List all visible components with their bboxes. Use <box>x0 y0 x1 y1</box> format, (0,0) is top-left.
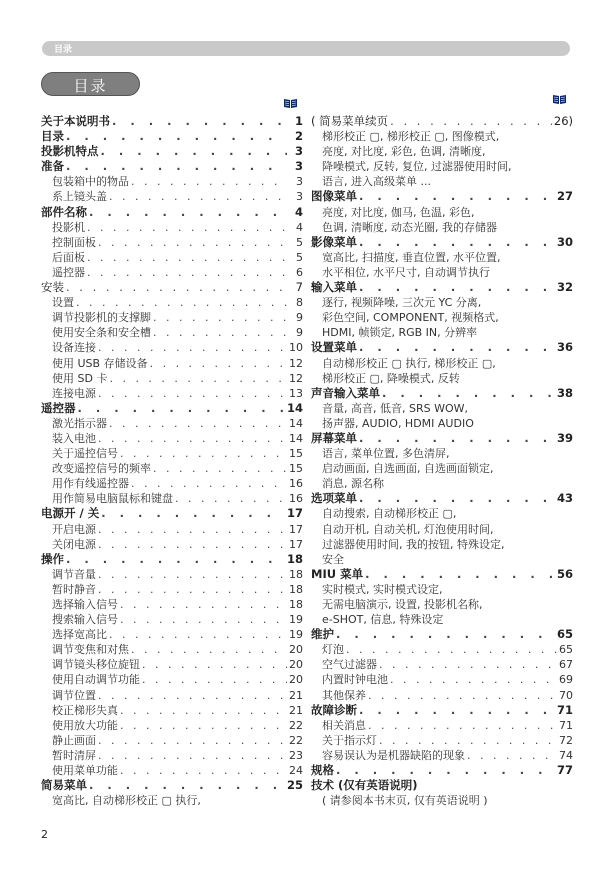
toc-description-line: 水平相位, 水平尺寸, 自动调节执行 <box>322 265 490 279</box>
toc-entry-page-number: 3 <box>294 159 303 174</box>
toc-entry-label: 选择输入信号 <box>52 598 118 611</box>
toc-entry-label: 用作有线遥控器 <box>52 477 129 491</box>
toc-entry-label: 调节变焦和对焦 <box>52 643 129 657</box>
toc-entry-heading[interactable] <box>41 401 303 416</box>
toc-entry-page-number: 12 <box>289 356 303 370</box>
toc-entry-page-number: 65 <box>559 643 573 657</box>
dot-leader <box>336 763 555 778</box>
dot-leader <box>359 189 555 204</box>
toc-entry-page-number: 17 <box>289 522 303 536</box>
toc-entry-label: 内置时钟电池 <box>322 673 388 687</box>
toc-entry-page-number: 27 <box>556 189 573 204</box>
dot-leader <box>87 265 287 280</box>
toc-entry-heading[interactable] <box>311 235 573 250</box>
toc-entry-page-number: 23 <box>289 748 303 762</box>
toc-entry-subitem[interactable] <box>41 688 303 703</box>
dot-leader <box>142 657 287 672</box>
toc-entry-page-number: 18 <box>289 598 303 611</box>
dot-leader <box>120 612 287 627</box>
toc-description-line: HDMI, 帧锁定, RGB IN, 分辨率 <box>322 326 478 340</box>
toc-description-line: 自动搜索, 自动梯形校正 ▢, <box>322 507 457 521</box>
toc-entry-label: 其他保养 <box>322 688 366 702</box>
toc-entry-label: 简易菜单 <box>41 778 87 793</box>
toc-entry-label: 设备连接 <box>52 341 96 355</box>
dot-leader <box>66 280 287 295</box>
toc-entry-subitem[interactable] <box>41 476 303 491</box>
toc-entry-heading[interactable] <box>311 763 573 778</box>
toc-description-line: 扬声器, AUDIO, HDMI AUDIO <box>322 416 474 430</box>
toc-entry-label: 遥控器 <box>52 265 85 279</box>
toc-entry-label: 投影机 <box>52 220 85 234</box>
toc-entry-page-number: 7 <box>295 280 303 295</box>
toc-entry-label: 关闭电源 <box>52 537 96 551</box>
dot-leader <box>120 446 287 461</box>
page-title: 目录 <box>73 77 108 95</box>
toc-entry-label: 激光指示器 <box>52 416 107 430</box>
toc-entry-page-number: 69 <box>559 673 573 687</box>
toc-entry-page-number: 4 <box>296 220 303 234</box>
toc-entry-heading[interactable] <box>41 129 303 144</box>
toc-entry-page-number: 2 <box>294 129 303 144</box>
toc-entry-label: 技术 (仅有英语说明) <box>311 778 418 793</box>
toc-description-line: 彩色空间, COMPONENT, 视频格式, <box>322 311 499 325</box>
toc-entry-heading[interactable] <box>41 552 303 567</box>
toc-entry-page-number: 19 <box>289 613 303 627</box>
toc-entry-label: 搜索输入信号 <box>52 613 118 627</box>
dot-leader <box>112 114 287 129</box>
toc-entry-label: 操作 <box>41 551 64 566</box>
dot-leader <box>131 174 287 189</box>
dot-leader <box>336 627 555 642</box>
toc-entry-page-number: 10 <box>289 341 303 355</box>
toc-entry-page-number: 56 <box>556 566 573 581</box>
dot-leader <box>109 189 287 204</box>
dot-leader <box>98 522 287 537</box>
toc-entry-subitem[interactable] <box>311 733 573 748</box>
section-header-label: 目录 <box>54 45 73 55</box>
toc-entry-page-number: 12 <box>289 371 303 385</box>
toc-entry-page-number: 22 <box>289 718 303 732</box>
toc-entry-page-number: 74 <box>559 748 573 762</box>
toc-entry-page-number: 3 <box>296 190 303 204</box>
toc-entry-page-number: 18 <box>289 582 303 596</box>
toc-entry-page-number: 15 <box>289 462 303 476</box>
toc-entry-page-number: 71 <box>559 718 573 732</box>
toc-entry-subitem[interactable] <box>41 174 303 189</box>
toc-entry-label: 声音输入菜单 <box>311 385 380 400</box>
toc-entry-heading[interactable] <box>41 159 303 174</box>
toc-entry-subitem[interactable] <box>41 235 303 250</box>
dot-leader <box>359 340 555 355</box>
toc-entry-label: 影像菜单 <box>311 234 357 249</box>
dot-leader <box>66 129 287 144</box>
toc-entry-label: 输入菜单 <box>311 280 357 295</box>
toc-entry-page-number: 25 <box>286 778 303 793</box>
toc-entry-label: 目录 <box>41 129 64 144</box>
toc-description-line: 自动梯形校正 ▢ 执行, 梯形校正 ▢, <box>322 356 496 370</box>
toc-entry-label: 选项菜单 <box>311 491 357 506</box>
toc-entry-subitem[interactable] <box>311 642 573 657</box>
dot-leader <box>120 763 287 778</box>
toc-description-line: 降噪模式, 反转, 复位, 过滤器使用时间, <box>322 160 512 174</box>
toc-entry-subitem[interactable] <box>41 718 303 733</box>
page-number: 2 <box>41 828 48 841</box>
toc-entry-page-number: 17 <box>289 537 303 551</box>
toc-entry-page-number: 71 <box>556 702 573 717</box>
toc-entry-label: 连接电源 <box>52 386 96 400</box>
toc-description-line: 安全 <box>322 552 344 566</box>
dot-leader <box>98 748 287 763</box>
toc-entry-page-number: 24 <box>289 764 303 778</box>
toc-left-column <box>41 114 303 808</box>
dot-leader <box>359 280 555 295</box>
toc-entry-subitem[interactable] <box>41 733 303 748</box>
toc-entry-label: 投影机特点 <box>41 144 99 159</box>
toc-description-line: 过滤器使用时间, 我的按钮, 特殊设定, <box>322 537 505 551</box>
toc-entry-subitem[interactable] <box>41 597 303 612</box>
dot-leader <box>142 672 287 687</box>
toc-entry-heading[interactable] <box>311 280 573 295</box>
dot-leader <box>89 778 285 793</box>
toc-entry-label: 系上镜头盖 <box>52 190 107 204</box>
toc-entry-page-number: 30 <box>556 234 573 249</box>
dot-leader <box>98 688 287 703</box>
toc-description-line: 宽高比, 扫描度, 垂直位置, 水平位置, <box>322 250 501 264</box>
dot-leader <box>150 356 287 371</box>
toc-entry-heading[interactable] <box>41 205 303 220</box>
toc-entry-label: 静止画面 <box>52 733 96 747</box>
book-icon <box>552 94 567 105</box>
toc-entry-label: 校正梯形失真 <box>52 703 118 717</box>
toc-entry-label: 暂时静音 <box>52 582 96 596</box>
toc-entry-subitem[interactable] <box>41 657 303 672</box>
toc-entry-label: 调节位置 <box>52 688 96 702</box>
toc-description-line: 亮度, 对比度, 伽马, 色温, 彩色, <box>322 205 475 219</box>
dot-leader <box>359 703 555 718</box>
toc-entry-page-number: 19 <box>289 628 303 642</box>
toc-entry-label: 使用 SD 卡 <box>52 371 108 385</box>
dot-leader <box>379 733 557 748</box>
toc-entry-subitem[interactable] <box>311 748 573 763</box>
dot-leader <box>109 371 287 386</box>
toc-entry-label: 调节投影机的支撑脚 <box>52 311 151 325</box>
dot-leader <box>153 461 287 476</box>
toc-entry-page-number: 26) <box>553 114 573 128</box>
toc-entry-subitem[interactable] <box>311 672 573 687</box>
toc-entry-subitem[interactable] <box>41 703 303 718</box>
dot-leader <box>98 235 287 250</box>
toc-entry-label: 相关消息 <box>322 718 366 732</box>
dot-leader <box>390 114 552 129</box>
toc-entry-page-number: 43 <box>556 491 573 506</box>
toc-entry-subitem[interactable] <box>41 446 303 461</box>
toc-entry-page-number: 32 <box>556 280 573 295</box>
toc-entry-label: 装入电池 <box>52 431 96 445</box>
dot-leader <box>131 642 287 657</box>
toc-entry-subitem[interactable] <box>311 718 573 733</box>
toc-entry-heading[interactable] <box>311 567 573 582</box>
dot-leader <box>87 220 287 235</box>
toc-entry-label: 遥控器 <box>41 400 76 415</box>
toc-description-line: 自动开机, 自动关机, 灯泡使用时间, <box>322 522 494 536</box>
toc-entry-label: 关于本说明书 <box>41 114 110 128</box>
toc-description-line: 语言, 菜单位置, 多色清屏, <box>322 447 450 461</box>
dot-leader <box>98 733 287 748</box>
toc-entry-subitem[interactable] <box>41 582 303 597</box>
toc-entry-label: 调节镜头移位旋钮 <box>52 658 140 672</box>
toc-entry-subitem[interactable] <box>41 265 303 280</box>
toc-entry-page-number: 5 <box>296 235 303 249</box>
toc-entry-page-number: 3 <box>296 175 303 189</box>
toc-description-line: 逐行, 视频降噪, 三次元 YC 分离, <box>322 296 482 310</box>
dot-leader <box>120 703 287 718</box>
toc-entry-label: ( 简易菜单续页 <box>311 114 389 128</box>
dot-leader <box>368 688 557 703</box>
toc-entry-page-number: 9 <box>296 311 303 325</box>
toc-entry-subitem[interactable] <box>311 657 573 672</box>
toc-entry-page-number: 72 <box>559 733 573 747</box>
toc-entry-subitem[interactable] <box>41 310 303 325</box>
toc-entry-label: 调节音量 <box>52 567 96 581</box>
toc-entry-label: 准备 <box>41 159 64 174</box>
toc-description-line: 色调, 清晰度, 动态光圈, 我的存储器 <box>322 220 497 234</box>
toc-entry-subitem[interactable] <box>41 220 303 235</box>
toc-description-line: 实时模式, 实时模式设定, <box>322 582 443 596</box>
toc-entry-heading[interactable] <box>41 144 303 159</box>
toc-entry-label: 设置 <box>52 296 74 310</box>
toc-entry-label: 改变遥控信号的频率 <box>52 462 151 476</box>
dot-leader <box>359 431 555 446</box>
toc-description-line: 梯形校正 ▢, 梯形校正 ▢, 图像模式, <box>322 130 500 144</box>
toc-entry-page-number: 14 <box>289 431 303 445</box>
dot-leader <box>98 567 287 582</box>
toc-description-line: e-SHOT, 信息, 特殊设定 <box>322 613 444 627</box>
dot-leader <box>98 340 287 355</box>
dot-leader <box>66 159 287 174</box>
dot-leader <box>98 582 287 597</box>
toc-entry-label: 容易误认为是机器缺陷的现象 <box>322 748 465 762</box>
toc-entry-page-number: 20 <box>289 658 303 672</box>
dot-leader <box>87 250 287 265</box>
dot-leader <box>467 748 557 763</box>
toc-entry-page-number: 65 <box>556 627 573 642</box>
toc-entry-subitem[interactable] <box>41 386 303 401</box>
toc-entry-heading[interactable] <box>41 506 303 521</box>
dot-leader <box>78 401 285 416</box>
toc-entry-subitem[interactable] <box>41 522 303 537</box>
toc-entry-subitem[interactable] <box>41 491 303 506</box>
dot-leader <box>390 672 557 687</box>
dot-leader <box>359 491 555 506</box>
toc-entry-page-number: 1 <box>294 114 303 128</box>
toc-entry-page-number: 16 <box>289 492 303 506</box>
toc-entry-page-number: 17 <box>286 506 303 521</box>
toc-entry-heading[interactable] <box>41 114 303 129</box>
dot-leader <box>382 386 555 401</box>
dot-leader <box>98 537 287 552</box>
toc-entry-label: 开启电源 <box>52 522 96 536</box>
toc-entry-label: 使用放大功能 <box>52 718 118 732</box>
dot-leader <box>365 567 555 582</box>
toc-entry-label: 规格 <box>311 763 334 778</box>
toc-entry-heading[interactable] <box>311 189 573 204</box>
toc-entry-heading[interactable] <box>311 386 573 401</box>
toc-entry-label: 关于遥控信号 <box>52 447 118 461</box>
toc-entry-label: 使用自动调节功能 <box>52 673 140 687</box>
dot-leader <box>101 144 288 159</box>
toc-entry-subitem[interactable] <box>41 416 303 431</box>
toc-description-line: 语言, 进入高级菜单 ... <box>322 175 431 189</box>
dot-leader <box>66 552 285 567</box>
page-title-badge <box>41 72 140 96</box>
toc-entry-page-number: 13 <box>289 386 303 400</box>
toc-entry-subitem[interactable] <box>41 612 303 627</box>
dot-leader <box>131 476 287 491</box>
toc-entry-subitem[interactable] <box>41 627 303 642</box>
toc-entry-page-number: 39 <box>556 430 573 445</box>
dot-leader <box>98 386 287 401</box>
toc-entry-label: 安装 <box>41 280 64 295</box>
toc-entry-page-number: 21 <box>289 703 303 717</box>
toc-entry-heading[interactable] <box>41 778 303 793</box>
toc-entry-subitem[interactable] <box>41 325 303 340</box>
toc-entry-label: 维护 <box>311 627 334 642</box>
toc-entry-label: 包装箱中的物品 <box>52 175 129 189</box>
dot-leader <box>76 295 287 310</box>
toc-description-line: 启动画面, 自选画面, 自选画面锁定, <box>322 462 494 476</box>
toc-description-line: 梯形校正 ▢, 降噪模式, 反转 <box>322 371 460 385</box>
dot-leader <box>98 431 287 446</box>
toc-entry-subitem[interactable] <box>41 672 303 687</box>
toc-entry-page-number: 15 <box>289 447 303 461</box>
toc-entry-label: 控制面板 <box>52 235 96 249</box>
toc-entry-subitem[interactable] <box>41 356 303 371</box>
toc-entry-subitem[interactable] <box>41 763 303 778</box>
toc-entry-heading[interactable] <box>311 491 573 506</box>
toc-entry-heading[interactable] <box>41 280 303 295</box>
dot-leader <box>101 506 285 521</box>
toc-entry-subitem[interactable] <box>41 250 303 265</box>
toc-entry-page-number: 36 <box>556 340 573 355</box>
toc-entry-page-number: 38 <box>556 385 573 400</box>
toc-entry-subitem[interactable] <box>41 295 303 310</box>
toc-entry-label: MIU 菜单 <box>311 566 364 581</box>
toc-description-line: 无需电脑演示, 设置, 投影机名称, <box>322 598 483 611</box>
toc-entry-label: 关于指示灯 <box>322 733 377 747</box>
toc-entry-continuation[interactable] <box>311 114 573 129</box>
dot-leader <box>359 235 555 250</box>
toc-right-column <box>311 114 573 808</box>
toc-entry-subitem[interactable] <box>41 189 303 204</box>
dot-leader <box>346 642 557 657</box>
toc-entry-label: 后面板 <box>52 250 85 264</box>
dot-leader <box>368 718 557 733</box>
toc-entry-subitem[interactable] <box>41 431 303 446</box>
dot-leader <box>120 718 287 733</box>
toc-description-line: ( 请参阅本书末页, 仅有英语说明 ) <box>322 794 488 808</box>
toc-entry-page-number: 14 <box>289 416 303 430</box>
toc-entry-subitem[interactable] <box>41 642 303 657</box>
toc-entry-label: 设置菜单 <box>311 340 357 355</box>
dot-leader <box>109 627 287 642</box>
toc-entry-page-number: 77 <box>556 763 573 778</box>
toc-entry-label: 电源开 / 关 <box>41 506 100 521</box>
toc-entry-page-number: 9 <box>296 326 303 340</box>
toc-entry-label: 使用 USB 存储设备 <box>52 356 148 370</box>
toc-entry-page-number: 6 <box>296 265 303 279</box>
toc-description-line: 音量, 高音, 低音, SRS WOW, <box>322 401 468 415</box>
dot-leader <box>120 597 287 612</box>
toc-entry-page-number: 20 <box>289 643 303 657</box>
toc-entry-page-number: 21 <box>289 688 303 702</box>
toc-entry-label: 图像菜单 <box>311 189 357 204</box>
toc-entry-heading[interactable] <box>311 340 573 355</box>
toc-entry-subitem[interactable] <box>41 748 303 763</box>
toc-entry-label: 使用安全条和安全槽 <box>52 326 151 340</box>
toc-entry-subitem[interactable] <box>41 537 303 552</box>
toc-description-line: 亮度, 对比度, 彩色, 色调, 清晰度, <box>322 145 486 159</box>
toc-entry-subitem[interactable] <box>41 567 303 582</box>
toc-entry-page-number: 18 <box>286 551 303 566</box>
toc-entry-label: 灯泡 <box>322 643 344 657</box>
dot-leader <box>109 416 287 431</box>
toc-entry-heading[interactable] <box>311 431 573 446</box>
toc-entry-page-number: 3 <box>294 144 303 159</box>
dot-leader <box>89 205 287 220</box>
dot-leader <box>153 310 287 325</box>
toc-entry-page-number: 22 <box>289 733 303 747</box>
toc-entry-heading[interactable] <box>311 778 573 793</box>
toc-entry-subitem[interactable] <box>311 688 573 703</box>
toc-entry-label: 暂时清屏 <box>52 748 96 762</box>
toc-entry-label: 空气过滤器 <box>322 658 377 672</box>
toc-entry-label: 屏幕菜单 <box>311 430 357 445</box>
toc-entry-page-number: 4 <box>294 204 303 219</box>
toc-entry-page-number: 14 <box>286 400 303 415</box>
toc-entry-heading[interactable] <box>311 627 573 642</box>
toc-entry-page-number: 67 <box>559 658 573 672</box>
toc-entry-page-number: 70 <box>559 688 573 702</box>
dot-leader <box>175 491 287 506</box>
dot-leader <box>153 325 287 340</box>
toc-entry-label: 用作简易电脑鼠标和键盘 <box>52 492 173 506</box>
toc-description-line: 宽高比, 自动梯形校正 ▢ 执行, <box>52 794 201 808</box>
toc-entry-page-number: 20 <box>289 673 303 687</box>
dot-leader <box>379 657 557 672</box>
toc-entry-page-number: 18 <box>289 567 303 581</box>
toc-entry-page-number: 16 <box>289 477 303 491</box>
toc-entry-label: 部件名称 <box>41 204 87 219</box>
toc-entry-subitem[interactable] <box>41 340 303 355</box>
toc-description-line: 消息, 源名称 <box>322 477 384 491</box>
toc-entry-label: 使用菜单功能 <box>52 764 118 778</box>
toc-entry-page-number: 5 <box>296 250 303 264</box>
toc-entry-label: 故障诊断 <box>311 702 357 717</box>
book-icon <box>283 98 298 109</box>
toc-entry-page-number: 8 <box>296 296 303 310</box>
toc-entry-subitem[interactable] <box>41 461 303 476</box>
section-header-bar <box>42 41 570 56</box>
toc-entry-heading[interactable] <box>311 703 573 718</box>
toc-entry-label: 选择宽高比 <box>52 628 107 642</box>
toc-entry-subitem[interactable] <box>41 371 303 386</box>
